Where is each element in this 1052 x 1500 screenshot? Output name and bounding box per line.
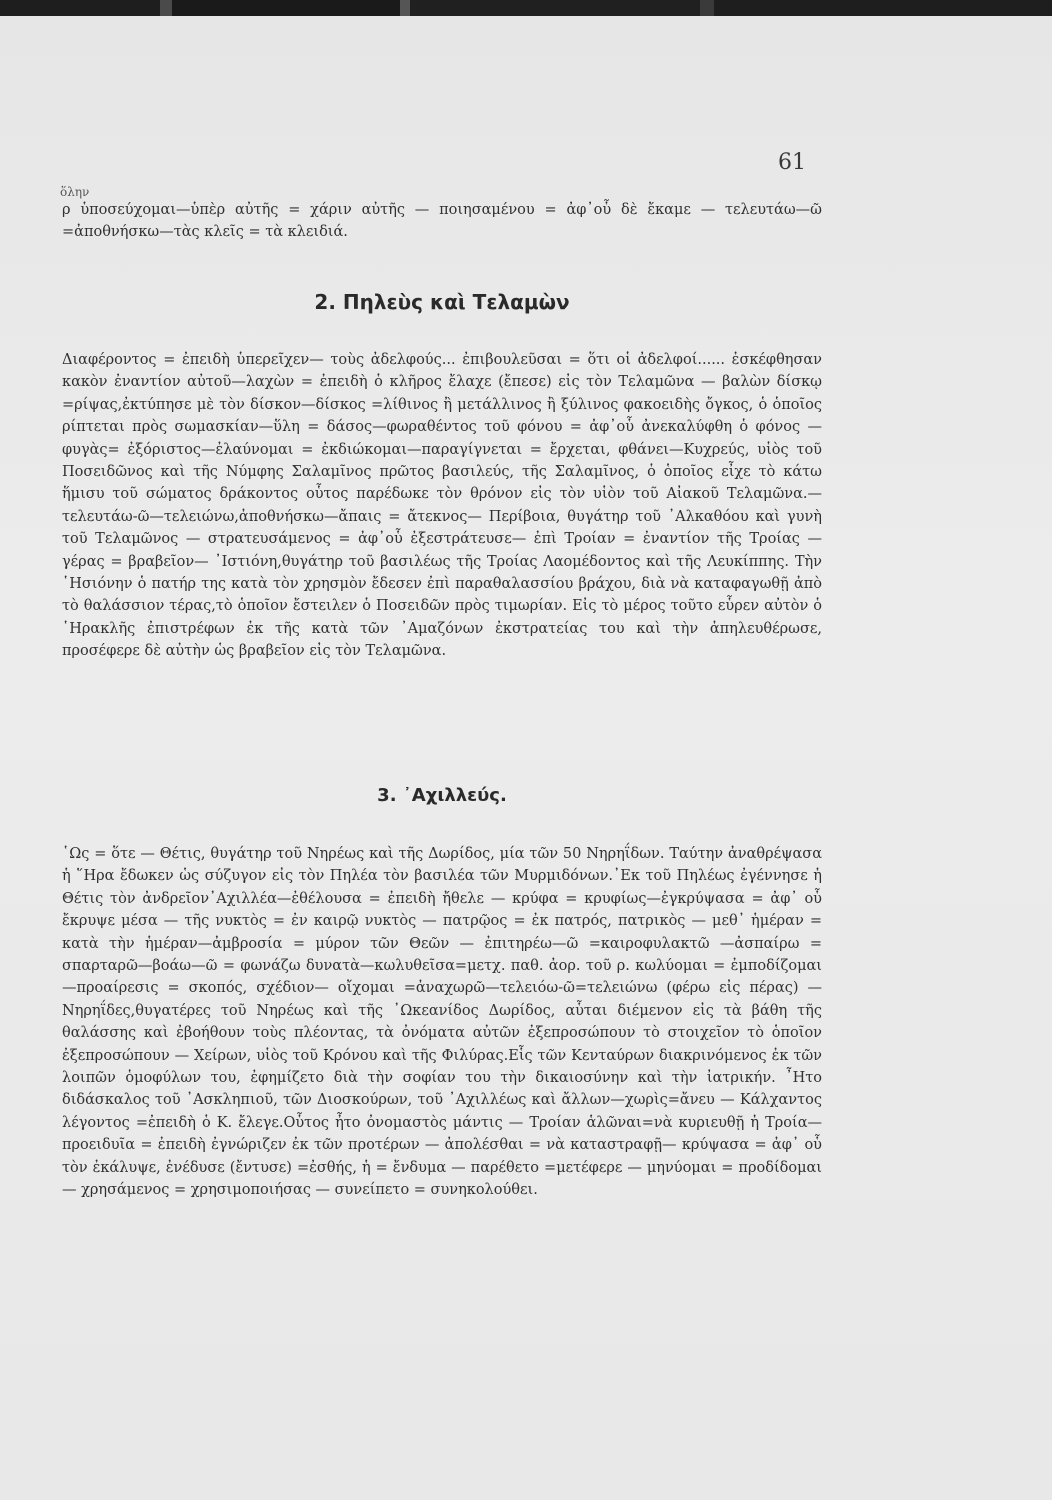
section-3-body: ῾Ως = ὅτε — Θέτις, θυγάτηρ τοῦ Νηρέως καὶ τῆς Δωρίδος, μία τῶν 50 Νηρηΐδων. Ταύτην ἀναθρέψασα ἡ ῞Ηρα ἔδωκεν ὡς σύζυγον εἰς τὸν Πηλέα τὸν βασιλέα τῶν Μυρμιδόνων.᾽Εκ τοῦ Πηλέως ἐγέννησε ἡ Θέτις τὸν ἀνδρεῖον᾽Αχιλλέα—ἐθέλουσα = ἐπειδὴ ἤθελε — κρύφα = κρυφίως—ἐγκρύψασα = ἀφ᾽ οὗ ἔκρυψε μέσα — τῆς νυκτὸς = ἐν καιρῷ νυκτὸς — πατρῷος = ἐκ πατρός, πατρικὸς — μεθ᾽ ἡμέραν = κατὰ τὴν ἡμέραν—ἀμβροσία = μύρον τῶν Θεῶν — ἐπιτηρέω—ῶ =καιροφυλακτῶ —ἀσπαίρω = σπαρταρῶ—βοάω—ῶ = φωνάζω δυνατὰ—κωλυθεῖσα=μετχ. παθ. ἀορ. τοῦ ρ. κωλύομαι = ἐμποδίζομαι—προαίρεσις = σκοπός, σχέδιον— οἴχομαι =ἀναχωρῶ—τελειόω-ῶ=τελειώνω (φέρω εἰς πέρας) — Νηρηΐδες,θυγατέρες τοῦ Νηρέως καὶ τῆς ᾽Ωκεανίδος Δωρίδος, αὗται διέμενον εἰς τὰ βάθη τῆς θαλάσσης καὶ ἐβοήθουν τοὺς πλέοντας, τὰ ὀνόματα αὐτῶν ἐξεπροσώπουν τὸ στοιχεῖον τὸ ὁποῖον ἐξεπροσώπουν — Χείρων, υἱὸς τοῦ Κρόνου καὶ τῆς Φιλύρας.Εἷς τῶν Κενταύρων διακρινόμενος ἐκ τῶν λοιπῶν ὁμοφύλων του, ἐφημίζετο διὰ τὴν σοφίαν του τὴν δικαιοσύνην καὶ τὴν ἰατρικήν. ῏Ητο διδάσκαλος τοῦ ᾽Ασκληπιοῦ, τῶν Διοσκούρων, τοῦ ᾽Αχιλλέως καὶ ἄλλων—χωρὶς=ἄνευ — Κάλχαντος λέγοντος =ἐπειδὴ ὁ Κ. ἔλεγε.Οὗτος ἦτο ὀνομαστὸς μάντις — Τροίαν ἁλῶναι=νὰ κυριευθῇ ἡ Τροία— προειδυῖα = ἐπειδὴ ἐγνώριζεν ἐκ τῶν προτέρων — ἀπολέσθαι = νὰ καταστραφῇ— κρύψασα = ἀφ᾽ οὗ τὸν ἐκάλυψε, ἐνέδυσε (ἔντυσε) =ἐσθής, ἡ = ἔνδυμα — παρέθετο =μετέφερε — μηνύομαι = προδίδομαι — χρησάμενος = χρησιμοποιήσας — συνείπετο = συνηκολούθει. [62,846,822,1199]
scan-top-edge [0,0,1052,16]
page-number: 61 [778,150,806,175]
section-2-body: Διαφέροντος = ἐπειδὴ ὑπερεῖχεν— τοὺς ἀδελφούς... ἐπιβουλεῦσαι = ὅτι οἱ ἀδελφοί...... ἐσκέφθησαν κακὸν ἐναντίον αὐτοῦ—λαχὼν = ἐπειδὴ ὁ κλῆρος ἔλαχε (ἔπεσε) εἰς τὸν Τελαμῶνα — βαλὼν δίσκῳ =ρίψας,ἐκτύπησε μὲ τὸν δίσκον—δίσκος =λίθινος ἢ μετάλλινος ἢ ξύλινος φακοειδὴς ὄγκος, ὁ ὁποῖος ρίπτεται πρὸς σωμασκίαν—ὕλη = δάσος—φωραθέντος τοῦ φόνου = ἀφ᾽οὗ ἀνεκαλύφθη ὁ φόνος —φυγὰς= ἐξόριστος—ἐλαύνομαι = ἐκδιώκομαι—παραγίγνεται = ἔρχεται, φθάνει—Κυχρεύς, υἱὸς τοῦ Ποσειδῶνος καὶ τῆς Νύμφης Σαλαμῖνος πρῶτος βασιλεύς, τῆς Σαλαμῖνος, ὁ ὁποῖος εἶχε τὸ κάτω ἥμισυ τοῦ σώματος δράκοντος οὗτος παρέδωκε τὸν θρόνον εἰς τὸν υἱὸν τοῦ Αἰακοῦ Τελαμῶνα.—τελευτάω-ῶ—τελειώνω,ἀποθνήσκω—ἄπαις = ἄτεκνος— Περίβοια, θυγάτηρ τοῦ ᾽Αλκαθόου καὶ γυνὴ τοῦ Τελαμῶνος — στρατευσάμενος = ἀφ᾽οὗ ἐξεστράτευσε— ἐπὶ Τροίαν = ἐναντίον τῆς Τροίας — γέρας = βραβεῖον— ᾽Ιστιόνη,θυγάτηρ τοῦ βασιλέως τῆς Τροίας Λαομέδοντος καὶ τῆς Λευκίππης. Τὴν ῾Ησιόνην ὁ πατήρ της κατὰ τὸν χρησμὸν ἔδεσεν ἐπὶ παραθαλασσίου βράχου, διὰ νὰ καταφαγωθῇ ἀπὸ τὸ θαλάσσιον τέρας,τὸ ὁποῖον ἔστειλεν ὁ Ποσειδῶν πρὸς τιμωρίαν. Εἰς τὸ μέρος τοῦτο εὗρεν αὐτὸν ὁ ῾Ηρακλῆς ἐπιστρέφων ἐκ τῆς κατὰ τῶν ᾽Αμαζόνων ἐκστρατείας του καὶ τὴν ἀπηλευθέρωσε, προσέφερε δὲ αὐτὴν ὡς βραβεῖον εἰς τὸν Τελαμῶνα. [62,352,822,660]
margin-note: ὅλην [60,185,90,199]
intro-paragraph: ρ ὑποσεύχομαι—ὑπὲρ αὐτῆς = χάριν αὐτῆς — ποιησαμένου = ἀφ᾽οὗ δὲ ἔκαμε — τελευτάω—ῶ =ἀποθνήσκω—τὰς κλεῖς = τὰ κλειδιά. [62,202,822,241]
section-3-title: 3. ᾽Αχιλλεύς. [377,785,507,806]
section-2-title: 2. Πηλεὺς καὶ Τελαμὼν [314,290,570,314]
